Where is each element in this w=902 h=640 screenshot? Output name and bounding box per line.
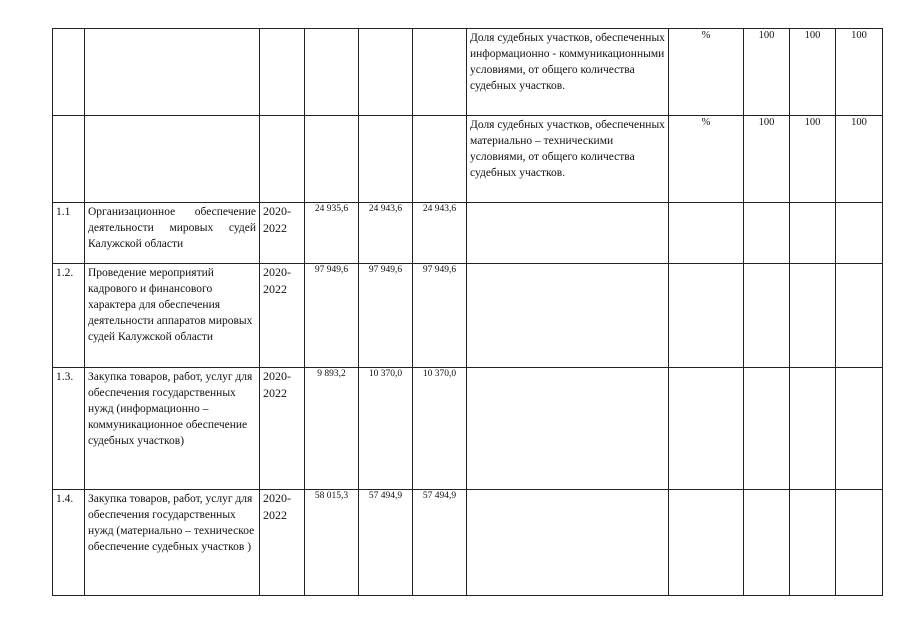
- amount-cell: [413, 29, 467, 116]
- amount-cell: 97 949,6: [413, 264, 467, 368]
- period-cell: 2020-2022: [260, 203, 305, 264]
- amount-cell: [359, 29, 413, 116]
- indicator-unit-cell: %: [669, 116, 744, 203]
- row-number-cell: [53, 116, 85, 203]
- indicator-value-cell: [836, 368, 883, 490]
- amount-cell: 57 494,9: [359, 490, 413, 596]
- amount-cell: 97 949,6: [305, 264, 359, 368]
- amount-cell: 24 935,6: [305, 203, 359, 264]
- indicator-text-cell: [467, 368, 669, 490]
- indicator-unit-cell: [669, 368, 744, 490]
- indicator-value-cell: 100: [836, 29, 883, 116]
- indicator-text-cell: Доля судебных участков, обеспеченных информационно - коммуникационными условиями, от общего количества судебных участков.: [467, 29, 669, 116]
- indicator-value-cell: [744, 368, 790, 490]
- indicator-value-cell: [836, 203, 883, 264]
- indicator-value-cell: 100: [744, 116, 790, 203]
- table-row: [53, 368, 883, 490]
- row-number-cell: [53, 29, 85, 116]
- indicator-value-cell: [744, 264, 790, 368]
- period-cell: 2020-2022: [260, 264, 305, 368]
- program-table: [52, 28, 883, 596]
- indicator-value-cell: 100: [790, 29, 836, 116]
- indicator-value-cell: [790, 264, 836, 368]
- indicator-value-cell: 100: [744, 29, 790, 116]
- amount-cell: 10 370,0: [359, 368, 413, 490]
- table-row: [53, 116, 883, 203]
- activity-name-cell: Проведение мероприятий кадрового и финансового характера для обеспечения деятельности аппаратов мировых судей Калужской области: [85, 264, 260, 368]
- indicator-value-cell: [836, 490, 883, 596]
- amount-cell: 10 370,0: [413, 368, 467, 490]
- amount-cell: 58 015,3: [305, 490, 359, 596]
- indicator-unit-cell: %: [669, 29, 744, 116]
- amount-cell: [359, 116, 413, 203]
- row-number-cell: 1.4.: [53, 490, 85, 596]
- table-row: [53, 264, 883, 368]
- table-row: [53, 490, 883, 596]
- indicator-unit-cell: [669, 490, 744, 596]
- table-row: [53, 29, 883, 116]
- amount-cell: [305, 116, 359, 203]
- activity-name-cell: Закупка товаров, работ, услуг для обеспечения государственных нужд (информационно – коммуникационное обеспечение судебных участков): [85, 368, 260, 490]
- indicator-value-cell: 100: [836, 116, 883, 203]
- activity-name-cell: [85, 116, 260, 203]
- indicator-value-cell: [790, 203, 836, 264]
- indicator-value-cell: 100: [790, 116, 836, 203]
- indicator-text-cell: [467, 490, 669, 596]
- amount-cell: [413, 116, 467, 203]
- amount-cell: 24 943,6: [413, 203, 467, 264]
- indicator-value-cell: [744, 203, 790, 264]
- amount-cell: 24 943,6: [359, 203, 413, 264]
- amount-cell: 9 893,2: [305, 368, 359, 490]
- indicator-text-cell: [467, 203, 669, 264]
- indicator-text-cell: Доля судебных участков, обеспеченных материально – техническими условиями, от общего количества судебных участков.: [467, 116, 669, 203]
- row-number-cell: 1.3.: [53, 368, 85, 490]
- period-cell: 2020-2022: [260, 490, 305, 596]
- amount-cell: 97 949,6: [359, 264, 413, 368]
- indicator-unit-cell: [669, 203, 744, 264]
- row-number-cell: 1.1: [53, 203, 85, 264]
- indicator-unit-cell: [669, 264, 744, 368]
- activity-name-cell: Организационное обеспечение деятельности мировых судей Калужской области: [85, 203, 260, 264]
- amount-cell: [305, 29, 359, 116]
- activity-name-cell: Закупка товаров, работ, услуг для обеспечения государственных нужд (материально – техническое обеспечение судебных участков ): [85, 490, 260, 596]
- indicator-value-cell: [790, 490, 836, 596]
- indicator-text-cell: [467, 264, 669, 368]
- period-cell: [260, 116, 305, 203]
- period-cell: [260, 29, 305, 116]
- indicator-value-cell: [836, 264, 883, 368]
- indicator-value-cell: [744, 490, 790, 596]
- row-number-cell: 1.2.: [53, 264, 85, 368]
- indicator-value-cell: [790, 368, 836, 490]
- period-cell: 2020-2022: [260, 368, 305, 490]
- activity-name-cell: [85, 29, 260, 116]
- table-row: [53, 203, 883, 264]
- amount-cell: 57 494,9: [413, 490, 467, 596]
